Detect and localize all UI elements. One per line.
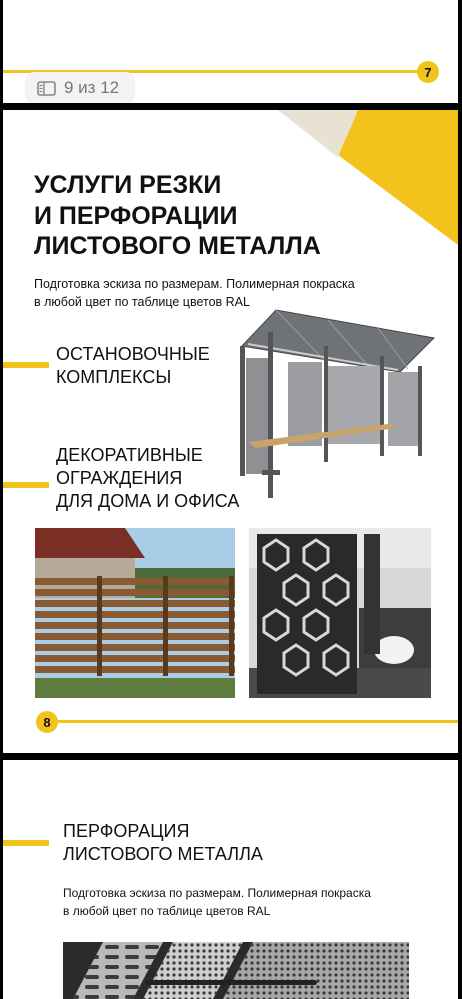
page-7 [3, 0, 458, 103]
perforation-subtitle-line-1: Подготовка эскиза по размерам. Полимерная покраска [63, 886, 371, 900]
section2-line-1: ДЕКОРАТИВНЫЕ [56, 445, 203, 465]
section-marker-bar [3, 482, 49, 488]
subtitle-line-1: Подготовка эскиза по размерам. Полимерная покраска [34, 277, 355, 291]
title-line-2: И ПЕРФОРАЦИИ [34, 201, 238, 230]
section2-line-3: ДЛЯ ДОМА И ОФИСА [56, 491, 240, 512]
subtitle-line-2: в любой цвет по таблице цветов RAL [34, 295, 250, 310]
fence-photo [35, 528, 235, 698]
section1-line-2: КОМПЛЕКСЫ [56, 367, 172, 388]
section-marker-bar [3, 840, 49, 846]
perforation-line-1: ПЕРФОРАЦИЯ [63, 821, 190, 841]
page-number-badge: 8 [36, 711, 58, 733]
decorative-screen-photo [249, 528, 431, 698]
perforation-subtitle-line-2: в любой цвет по таблице цветов RAL [63, 904, 271, 918]
page-title [34, 170, 404, 262]
section-bus-stops [56, 343, 210, 389]
scroll-indicator[interactable] [145, 980, 317, 985]
page-counter-text: 9 из 12 [64, 78, 120, 97]
page-divider-line [47, 720, 458, 723]
page-8 [3, 110, 458, 753]
section-perforation [63, 820, 263, 867]
perforation-subtitle [63, 884, 371, 920]
page-9 [3, 760, 458, 999]
title-line-1: УСЛУГИ РЕЗКИ [34, 171, 222, 199]
title-line-3: ЛИСТОВОГО МЕТАЛЛА [34, 232, 321, 260]
bus-stop-image [228, 306, 436, 498]
perforated-metal-photo [63, 942, 409, 999]
page-number-badge: 7 [417, 61, 439, 83]
section2-line-2: ОГРАЖДЕНИЯ [56, 468, 183, 489]
reader-icon [37, 81, 56, 96]
section1-line-1: ОСТАНОВОЧНЫЕ [56, 344, 210, 364]
section-marker-bar [3, 362, 49, 368]
section-decorative-fences [56, 444, 239, 513]
page-counter-pill[interactable] [25, 72, 135, 103]
perforation-line-2: ЛИСТОВОГО МЕТАЛЛА [63, 844, 263, 865]
